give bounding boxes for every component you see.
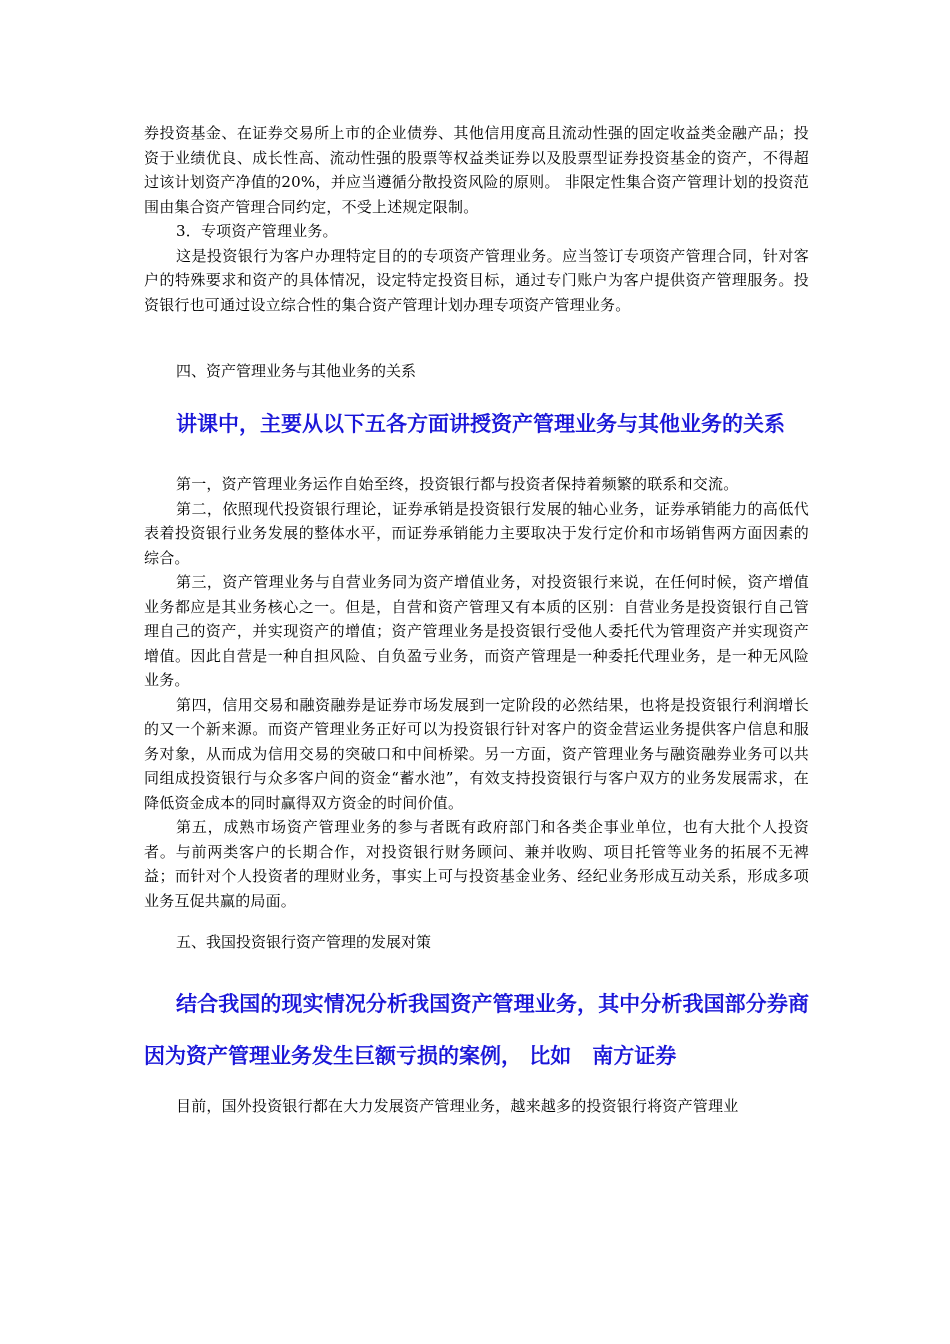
- spacer: [144, 317, 809, 359]
- spacer: [144, 913, 809, 930]
- spacer: [144, 450, 809, 472]
- spacer: [144, 1082, 809, 1094]
- subsection-heading: 3．专项资产管理业务。: [176, 222, 338, 240]
- body-paragraph: 第二，依照现代投资银行理论，证券承销是投资银行发展的轴心业务，证券承销能力的高低代表着投资银行业务发展的整体水平，而证券承销能力主要取决于发行定价和市场销售两方面因素的综合。: [144, 499, 809, 567]
- highlight-heading: 结合我国的现实情况分析我国资产管理业务，其中分析我国部分券商因为资产管理业务发生巨额亏损的案例， 比如 南方证券: [144, 992, 809, 1068]
- body-paragraph: 目前，国外投资银行都在大力发展资产管理业务，越来越多的投资银行将资产管理业: [176, 1097, 739, 1115]
- document-body: [144, 121, 809, 1119]
- body-paragraph: 第三，资产管理业务与自营业务同为资产增值业务，对投资银行来说，在任何时候，资产增值业务都应是其业务核心之一。但是，自营和资产管理又有本质的区别：自营业务是投资银行自己管理自己的资产，并实现资产的增值；资产管理业务是投资银行受他人委托代为管理资产并实现资产增值。因此自营是一种自担风险、自负盈亏业务，而资产管理是一种委托代理业务，是一种无风险业务。: [144, 573, 809, 689]
- body-paragraph: 第一，资产管理业务运作自始至终，投资银行都与投资者保持着频繁的联系和交流。: [176, 475, 739, 493]
- highlight-heading: 讲课中，主要从以下五各方面讲授资产管理业务与其他业务的关系: [176, 412, 785, 436]
- section-title: 四、资产管理业务与其他业务的关系: [176, 362, 417, 380]
- body-paragraph: 这是投资银行为客户办理特定目的的专项资产管理业务。应当签订专项资产管理合同，针对客户的特殊要求和资产的具体情况，设定特定投资目标，通过专门账户为客户提供资产管理服务。投资银行也可通过设立综合性的集合资产管理计划办理专项资产管理业务。: [144, 246, 809, 314]
- body-paragraph: 第四，信用交易和融资融券是证券市场发展到一定阶段的必然结果，也将是投资银行利润增长的又一个新来源。而资产管理业务正好可以为投资银行针对客户的资金营运业务提供客户信息和服务对象，从而成为信用交易的突破口和中间桥梁。另一方面，资产管理业务与融资融券业务可以共同组成投资银行与众多客户间的资金“蓄水池”，有效支持投资银行与客户双方的业务发展需求，在降低资金成本的同时赢得双方资金的时间价值。: [144, 695, 809, 812]
- section-title: 五、我国投资银行资产管理的发展对策: [176, 933, 432, 951]
- body-paragraph: 券投资基金、在证券交易所上市的企业债券、其他信用度高且流动性强的固定收益类金融产品；投资于业绩优良、成长性高、流动性强的股票等权益类证券以及股票型证券投资基金的资产，不得超过该计划资产净值的20%，并应当遵循分散投资风险的原则。 非限定性集合资产管理计划的投资范围由集合资产管理合同约定，不受上述规定限制。: [144, 124, 809, 216]
- spacer: [144, 954, 809, 978]
- body-paragraph: 第五，成熟市场资产管理业务的参与者既有政府部门和各类企事业单位，也有大批个人投资者。与前两类客户的长期合作，对投资银行财务顾问、兼并收购、项目托管等业务的拓展不无裨益；而针对个人投资者的理财业务，事实上可与投资基金业务、经纪业务形成互动关系，形成多项业务互促共赢的局面。: [144, 818, 809, 910]
- spacer: [144, 383, 809, 398]
